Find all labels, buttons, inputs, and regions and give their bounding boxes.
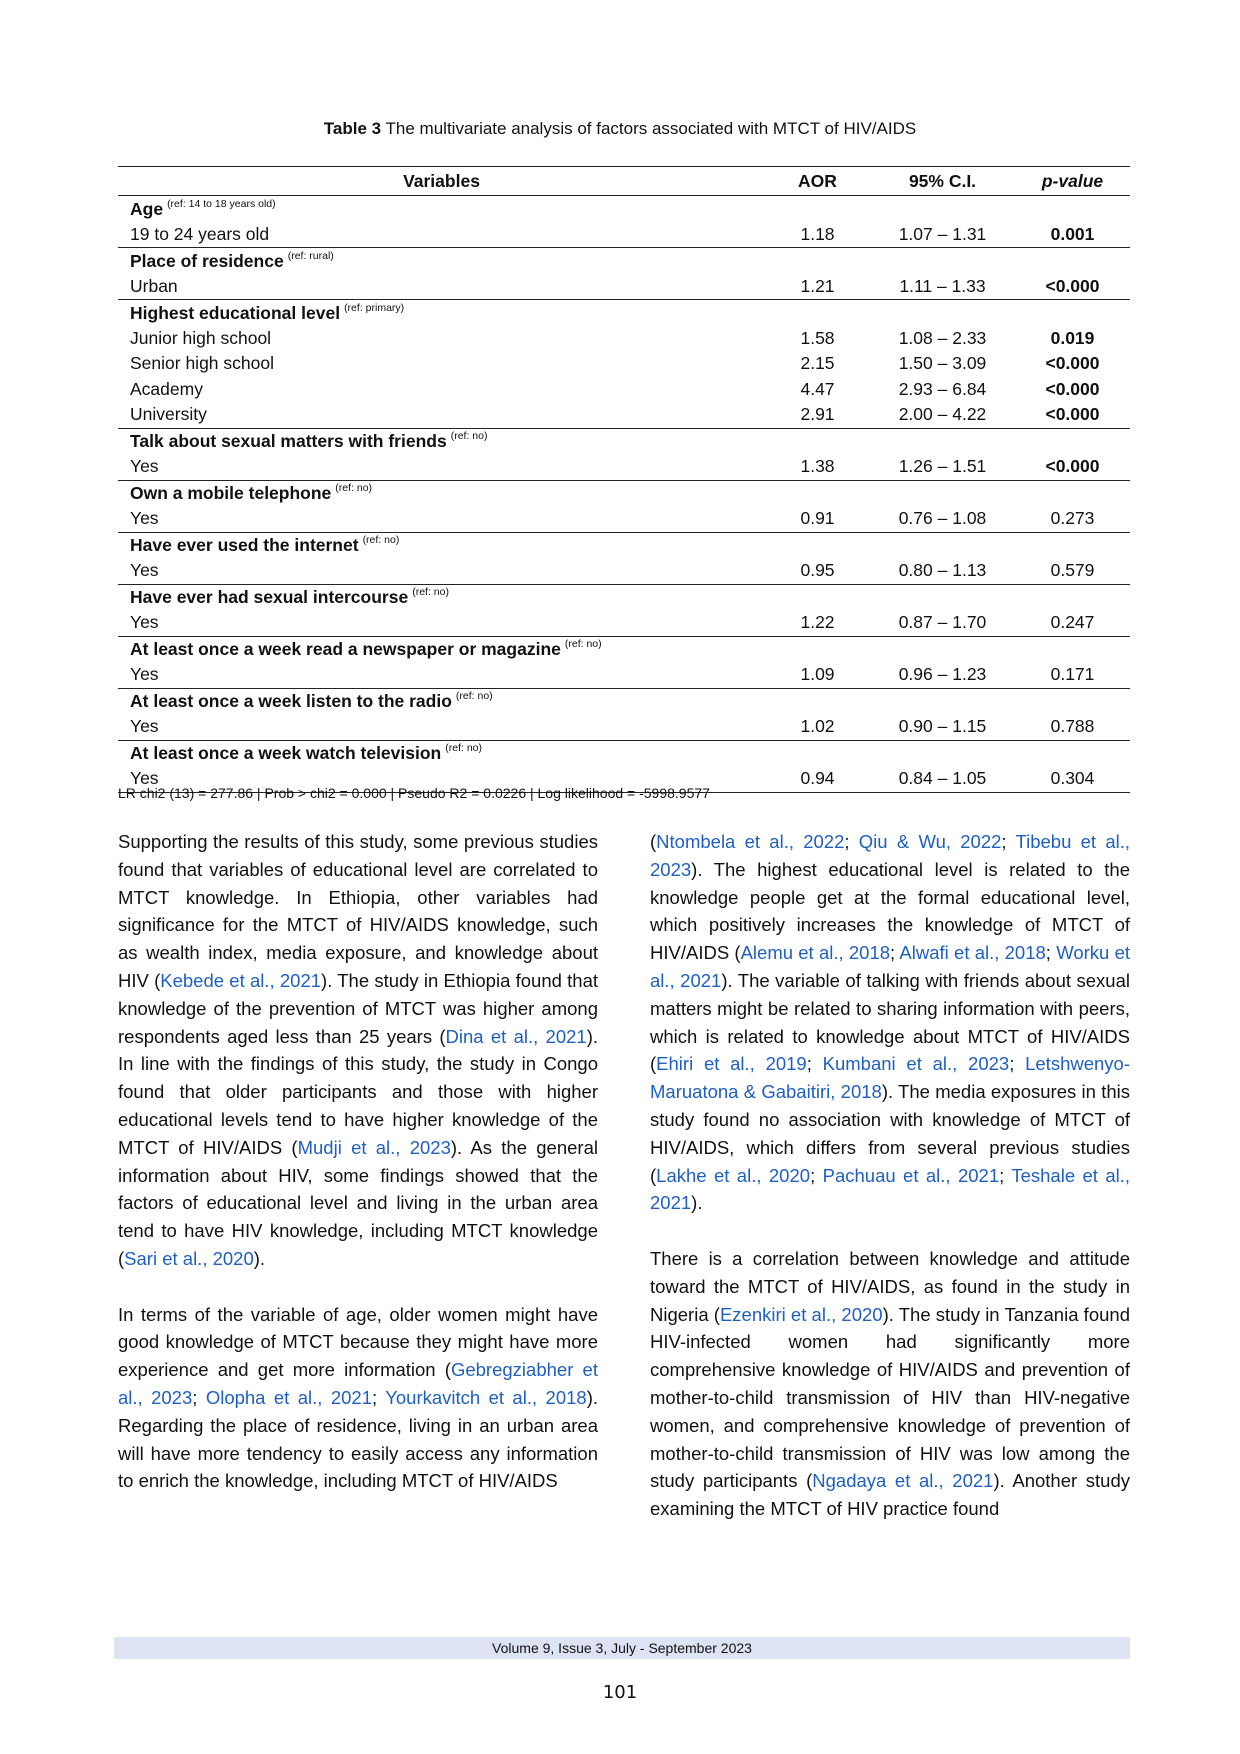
body-paragraph bbox=[118, 1301, 598, 1496]
body-text: ; bbox=[844, 831, 859, 852]
group-reference: (ref: no) bbox=[450, 430, 488, 443]
row-variable: Yes bbox=[118, 610, 765, 636]
header-aor: AOR bbox=[765, 167, 870, 196]
table-group-row bbox=[118, 480, 1130, 506]
group-label bbox=[118, 532, 1130, 558]
group-label bbox=[118, 584, 1130, 610]
row-aor: 1.21 bbox=[765, 274, 870, 300]
citation-link[interactable]: Sari et al., 2020 bbox=[124, 1247, 254, 1269]
row-variable: Yes bbox=[118, 558, 765, 584]
row-ci: 0.87 – 1.70 bbox=[870, 610, 1015, 636]
row-variable: Senior high school bbox=[130, 353, 274, 374]
body-text: ). The variable of talking with friends about sexual matters might be related to sharing information with peers, which is related to knowledge about MTCT of HIV/AIDS ( bbox=[650, 969, 1130, 1075]
row-aor: 1.38 bbox=[765, 454, 870, 480]
body-text: ; bbox=[1045, 942, 1057, 964]
row-p-value: <0.000 bbox=[1045, 353, 1100, 374]
row-p-value: 0.788 bbox=[1015, 714, 1130, 740]
row-aor: 0.95 bbox=[765, 558, 870, 584]
citation-link[interactable]: Alemu et al., 2018 bbox=[740, 942, 891, 964]
body-text: ; bbox=[1009, 1053, 1026, 1075]
citation-link[interactable]: Pachuau et al., 2021 bbox=[822, 1164, 1000, 1186]
row-aor: 0.91 bbox=[765, 506, 870, 532]
row-p-value: <0.000 bbox=[1015, 402, 1130, 428]
results-table bbox=[118, 166, 1130, 793]
row-variable: Yes bbox=[118, 506, 765, 532]
left-column bbox=[118, 828, 598, 1523]
group-label bbox=[118, 248, 1130, 274]
group-name: Place of residence bbox=[130, 250, 284, 271]
group-name: At least once a week read a newspaper or magazine bbox=[130, 639, 561, 660]
table-group-row bbox=[118, 636, 1130, 662]
row-aor: 1.09 bbox=[765, 662, 870, 688]
citation-link[interactable]: Alwafi et al., 2018 bbox=[899, 942, 1046, 964]
citation-link[interactable]: Kumbani et al., 2023 bbox=[822, 1053, 1010, 1075]
body-text: ). The highest educational level is related to the knowledge people get at the formal educational level, which positively increases the knowledge of MTCT of HIV/AIDS ( bbox=[650, 858, 1130, 964]
row-variable: Yes bbox=[118, 766, 765, 792]
table-row bbox=[118, 377, 1130, 403]
row-ci: 0.84 – 1.05 bbox=[870, 766, 1015, 792]
body-paragraph bbox=[650, 1245, 1130, 1523]
table-group-row bbox=[118, 428, 1130, 454]
table-row bbox=[118, 274, 1130, 300]
body-text: ). The study in Ethiopia found that knowledge of the prevention of MTCT was higher among respondents aged less than 25 years ( bbox=[118, 969, 599, 1047]
body-text: ; bbox=[810, 1164, 823, 1186]
table-footnote: LR chi2 (13) = 277.86 | Prob > chi2 = 0.000 | Pseudo R2 = 0.0226 | Log likelihood = -5998.9577 bbox=[118, 785, 710, 801]
body-text: ( bbox=[650, 831, 657, 852]
citation-link[interactable]: Lakhe et al., 2020 bbox=[656, 1164, 811, 1186]
table-row bbox=[118, 326, 1130, 352]
group-name: Own a mobile telephone bbox=[130, 483, 332, 504]
group-label bbox=[118, 688, 1130, 714]
body-text: ; bbox=[890, 942, 900, 964]
journal-footer: Volume 9, Issue 3, July - September 2023 bbox=[114, 1637, 1130, 1659]
row-ci: 2.93 – 6.84 bbox=[898, 378, 987, 399]
table-row bbox=[118, 662, 1130, 688]
row-ci: 0.76 – 1.08 bbox=[870, 506, 1015, 532]
row-ci: 1.50 – 3.09 bbox=[898, 353, 987, 374]
row-p-value: 0.247 bbox=[1015, 610, 1130, 636]
group-reference: (ref: no) bbox=[455, 690, 493, 703]
row-p-value: <0.000 bbox=[1045, 378, 1100, 399]
table-group-row bbox=[118, 740, 1130, 766]
row-ci: 1.08 – 2.33 bbox=[898, 327, 987, 348]
body-text: Supporting the results of this study, some previous studies found that variables of educational level are correlated to MTCT knowledge. In Ethiopia, other variables had significance for the MTCT of HIV/AIDS knowledge, such as wealth index, media exposure, and knowledge about HIV ( bbox=[118, 831, 598, 991]
group-reference: (ref: no) bbox=[445, 742, 482, 755]
row-aor: 4.47 bbox=[800, 378, 835, 399]
group-name: Age bbox=[130, 198, 164, 219]
citation-link[interactable]: Ntombela et al., 2022 bbox=[656, 831, 845, 852]
citation-link[interactable]: Tibebu et al., 2023 bbox=[650, 831, 1131, 880]
body-text: ; bbox=[192, 1386, 206, 1408]
citation-link[interactable]: Yourkavitch et al., 2018 bbox=[385, 1386, 587, 1408]
citation-link[interactable]: Olopha et al., 2021 bbox=[205, 1386, 372, 1408]
body-text: ; bbox=[1001, 831, 1016, 852]
body-text: ). bbox=[691, 1192, 703, 1214]
body-text: ; bbox=[371, 1386, 386, 1408]
row-aor: 2.15 bbox=[800, 353, 835, 374]
row-p-value: 0.019 bbox=[1050, 327, 1095, 348]
row-variable: Academy bbox=[130, 378, 203, 399]
row-p-value: 0.273 bbox=[1015, 506, 1130, 532]
row-p-value: 0.001 bbox=[1015, 222, 1130, 248]
body-text: In terms of the variable of age, older women might have good knowledge of MTCT because they might have more experience and get more information ( bbox=[118, 1303, 598, 1381]
body-text: ). Regarding the place of residence, living in an urban area will have more tendency to easily access any information to enrich the knowledge, including MTCT of HIV/AIDS bbox=[118, 1386, 598, 1492]
group-name: At least once a week listen to the radio bbox=[130, 691, 452, 712]
table-row bbox=[118, 506, 1130, 532]
group-label bbox=[118, 740, 1130, 766]
row-ci: 1.11 – 1.33 bbox=[870, 274, 1015, 300]
group-name: Highest educational level bbox=[130, 302, 341, 323]
table-header-row bbox=[118, 167, 1130, 196]
group-reference: (ref: no) bbox=[412, 586, 449, 599]
row-ci: 2.00 – 4.22 bbox=[870, 402, 1015, 428]
row-ci: 1.07 – 1.31 bbox=[870, 222, 1015, 248]
row-ci: 0.96 – 1.23 bbox=[870, 662, 1015, 688]
row-variable: Urban bbox=[118, 274, 765, 300]
group-name: Have ever used the internet bbox=[130, 535, 359, 556]
row-variable: Yes bbox=[118, 662, 765, 688]
group-reference: (ref: no) bbox=[564, 638, 602, 651]
row-p-value: 0.171 bbox=[1015, 662, 1130, 688]
body-text: ). As the general information about HIV, some findings showed that the factors of educational level and living in the urban area tend to have HIV knowledge, including MTCT knowledge ( bbox=[118, 1136, 598, 1269]
citation-link[interactable]: Qiu & Wu, 2022 bbox=[858, 831, 1002, 852]
body-paragraph bbox=[650, 828, 1130, 1217]
body-text: There is a correlation between knowledge and attitude toward the MTCT of HIV/AIDS, as found in the study in Nigeria ( bbox=[650, 1247, 1130, 1325]
body-paragraph bbox=[118, 828, 598, 1273]
body-text: ). bbox=[253, 1247, 266, 1269]
body-text: ; bbox=[999, 1164, 1012, 1186]
table-row bbox=[118, 714, 1130, 740]
group-reference: (ref: no) bbox=[335, 482, 373, 495]
table-group-row bbox=[118, 688, 1130, 714]
citation-link[interactable]: Kebede et al., 2021 bbox=[160, 969, 322, 991]
citation-link[interactable]: Worku et al., 2021 bbox=[650, 942, 1131, 991]
row-p-value: 0.304 bbox=[1015, 766, 1130, 792]
table-group-row bbox=[118, 196, 1130, 222]
table-label: Table 3 bbox=[323, 119, 382, 138]
group-reference: (ref: primary) bbox=[344, 301, 405, 314]
citation-link[interactable]: Dina et al., 2021 bbox=[445, 1025, 587, 1047]
table-row bbox=[118, 222, 1130, 248]
table-group-row bbox=[118, 532, 1130, 558]
citation-link[interactable]: Ehiri et al., 2019 bbox=[656, 1053, 807, 1075]
body-text: ). In line with the findings of this study, the study in Congo found that older participants and those with higher educational levels tend to have higher knowledge of the MTCT of HIV/AIDS ( bbox=[118, 1025, 599, 1158]
citation-link[interactable]: Letshwenyo-Maruatona & Gabaitiri, 2018 bbox=[650, 1053, 1131, 1103]
citation-link[interactable]: Gebregziabher et al., 2023 bbox=[118, 1359, 598, 1408]
row-variable: University bbox=[118, 402, 765, 428]
row-aor: 1.22 bbox=[765, 610, 870, 636]
page-number: 101 bbox=[602, 1682, 638, 1703]
table-group-row bbox=[118, 300, 1130, 326]
body-text: ; bbox=[806, 1053, 823, 1075]
table-row bbox=[118, 558, 1130, 584]
table-row bbox=[118, 402, 1130, 428]
row-variable: Yes bbox=[118, 454, 765, 480]
body-text: ). Another study examining the MTCT of HIV practice found bbox=[650, 1470, 1130, 1520]
header-ci: 95% C.I. bbox=[870, 167, 1015, 196]
group-name: At least once a week watch television bbox=[130, 743, 442, 764]
group-name: Have ever had sexual intercourse bbox=[130, 587, 409, 608]
group-name: Talk about sexual matters with friends bbox=[130, 431, 447, 452]
row-aor: 1.58 bbox=[800, 327, 835, 348]
citation-link[interactable]: Teshale et al., 2021 bbox=[650, 1164, 1131, 1214]
group-reference: (ref: rural) bbox=[287, 249, 334, 262]
table-title: The multivariate analysis of factors associated with MTCT of HIV/AIDS bbox=[381, 119, 917, 138]
group-label bbox=[118, 300, 1130, 326]
row-aor: 2.91 bbox=[765, 402, 870, 428]
row-p-value: <0.000 bbox=[1015, 454, 1130, 480]
citation-link[interactable]: Mudji et al., 2023 bbox=[297, 1136, 451, 1158]
row-aor: 0.94 bbox=[765, 766, 870, 792]
citation-link[interactable]: Ezenkiri et al., 2020 bbox=[719, 1303, 883, 1325]
group-label bbox=[118, 480, 1130, 506]
table-group-row bbox=[118, 248, 1130, 274]
group-label bbox=[118, 196, 1130, 222]
table-group-row bbox=[118, 584, 1130, 610]
row-ci: 0.80 – 1.13 bbox=[870, 558, 1015, 584]
body-text: ). The study in Tanzania found HIV-infected women had significantly more comprehensive knowledge of HIV/AIDS and prevention of mother-to-child transmission of HIV than HIV-negative women, and comprehensive knowledge of prevention of mother-to-child transmission of HIV was low among the study participants ( bbox=[650, 1303, 1130, 1492]
table-caption bbox=[0, 119, 1240, 139]
row-variable: Yes bbox=[118, 714, 765, 740]
row-ci: 1.26 – 1.51 bbox=[870, 454, 1015, 480]
group-reference: (ref: 14 to 18 years old) bbox=[167, 197, 276, 210]
row-variable: 19 to 24 years old bbox=[118, 222, 765, 248]
right-column bbox=[650, 828, 1130, 1551]
table-row bbox=[118, 454, 1130, 480]
table-row bbox=[118, 351, 1130, 377]
group-reference: (ref: no) bbox=[362, 534, 400, 547]
row-ci: 0.90 – 1.15 bbox=[870, 714, 1015, 740]
table-row bbox=[118, 610, 1130, 636]
header-p-value: p-value bbox=[1015, 167, 1130, 196]
header-variables: Variables bbox=[118, 167, 765, 196]
group-label bbox=[118, 636, 1130, 662]
row-aor: 1.18 bbox=[765, 222, 870, 248]
body-text: ). The media exposures in this study found no association with knowledge of MTCT of HIV/AIDS, which differs from several previous studies ( bbox=[650, 1081, 1130, 1186]
row-variable: Junior high school bbox=[130, 327, 272, 348]
row-aor: 1.02 bbox=[765, 714, 870, 740]
row-p-value: <0.000 bbox=[1015, 274, 1130, 300]
citation-link[interactable]: Ngadaya et al., 2021 bbox=[812, 1470, 994, 1492]
row-p-value: 0.579 bbox=[1015, 558, 1130, 584]
group-label bbox=[118, 428, 1130, 454]
